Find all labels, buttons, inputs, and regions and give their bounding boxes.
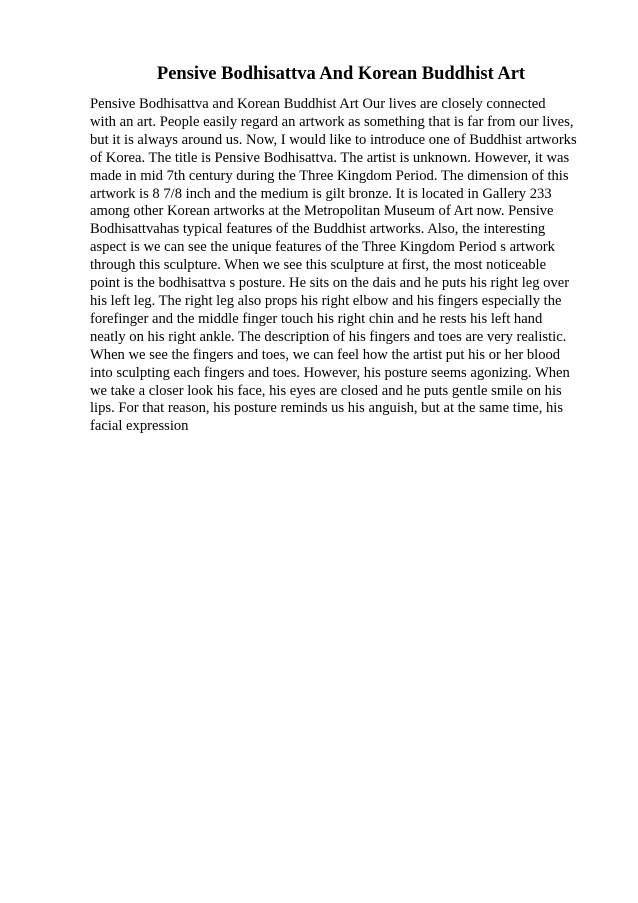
- body-line: into sculpting each fingers and toes. However, his posture seems agonizing. When: [90, 364, 570, 381]
- body-line: forefinger and the middle finger touch his right chin and he rests his left hand: [90, 310, 543, 327]
- body-line: neatly on his right ankle. The description of his fingers and toes are very realistic.: [90, 328, 567, 345]
- body-line: among other Korean artworks at the Metropolitan Museum of Art now. Pensive: [90, 203, 554, 220]
- body-line: Pensive Bodhisattva and Korean Buddhist Art Our lives are closely connected: [90, 96, 546, 112]
- body-line: made in mid 7th century during the Three Kingdom Period. The dimension of this: [90, 167, 569, 184]
- body-line: but it is always around us. Now, I would like to introduce one of Buddhist artworks: [90, 131, 577, 148]
- body-line: Bodhisattvahas typical features of the Buddhist artworks. Also, the interesting: [90, 221, 546, 238]
- body-line: lips. For that reason, his posture reminds us his anguish, but at the same time, his: [90, 400, 564, 417]
- body-line: his left leg. The right leg also props his right elbow and his fingers especially the: [90, 292, 562, 309]
- body-line: we take a closer look his face, his eyes are closed and he puts gentle smile on his: [90, 382, 562, 399]
- body-line: aspect is we can see the unique features of the Three Kingdom Period s artwork: [90, 239, 555, 256]
- body-line: When we see the fingers and toes, we can feel how the artist put his or her blood: [90, 346, 561, 363]
- document-body: [90, 96, 590, 436]
- body-line: point is the bodhisattva s posture. He sits on the dais and he puts his right leg over: [90, 275, 570, 292]
- body-line: with an art. People easily regard an artwork as something that is far from our lives,: [90, 113, 574, 130]
- body-line: artwork is 8 7/8 inch and the medium is gilt bronze. It is located in Gallery 233: [90, 185, 552, 202]
- body-line: of Korea. The title is Pensive Bodhisattva. The artist is unknown. However, it was: [90, 149, 570, 166]
- body-line: facial expression: [90, 418, 189, 435]
- document-title: Pensive Bodhisattva And Korean Buddhist Art: [156, 64, 526, 84]
- body-line: through this sculpture. When we see this sculpture at first, the most noticeable: [90, 257, 547, 274]
